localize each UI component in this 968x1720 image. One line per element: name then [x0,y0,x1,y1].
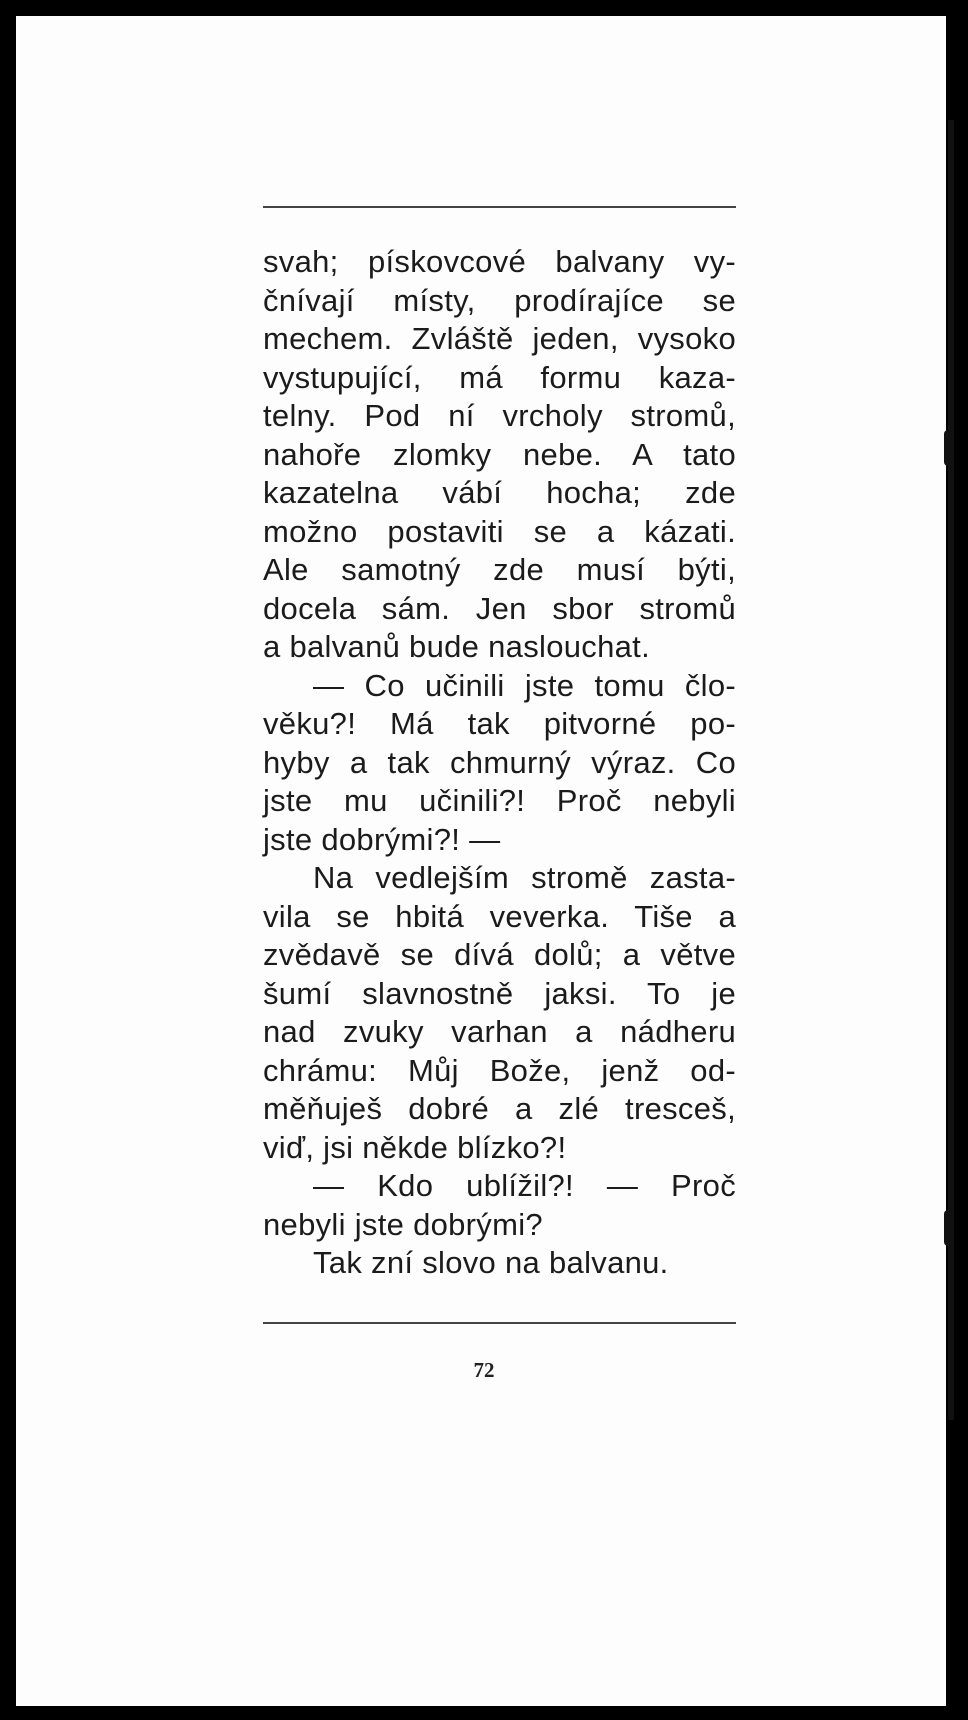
text-line: nad zvuky varhan a nádheru [263,1014,736,1049]
text-line: Na vedlejším stromě zasta- [313,860,736,895]
text-line: a balvanů bude naslouchat. [263,629,650,664]
text-line: nahoře zlomky nebe. A tato [263,436,736,472]
text-line: vila se hbitá veverka. Tiše a [263,898,736,934]
text-line: kazatelna vábí hocha; zde [263,475,736,510]
text-line: čnívají místy, prodírajíce se [263,282,736,318]
page-number: 72 [473,1358,495,1382]
text-line: hyby a tak chmurný výraz. Co [263,744,736,780]
text-line: mechem. Zvláště jeden, vysoko [263,321,736,356]
text-line: možno postaviti se a kázati. [263,513,736,549]
text-line: jste dobrými?! — [263,821,501,857]
text-line: telny. Pod ní vrcholy stromů, [263,398,736,433]
binding-notch [944,1210,954,1246]
top-rule [263,206,736,208]
text-line: svah; pískovcové balvany vy- [263,244,736,279]
text-line: Tak zní slovo na balvanu. [313,1245,669,1280]
text-line: chrámu: Můj Bože, jenž od- [263,1052,736,1088]
text-line: Ale samotný zde musí býti, [263,552,736,587]
text-line: měňuješ dobré a zlé tresceš, [263,1091,736,1126]
text-line: zvědavě se dívá dolů; a větve [263,937,736,972]
text-line: vystupující, má formu kaza- [263,359,736,395]
body-text [263,243,736,1283]
text-line: — Co učinili jste tomu člo- [313,667,736,703]
text-line: jste mu učinili?! Proč nebyli [263,783,736,818]
text-line: viď, jsi někde blízko?! [263,1129,567,1165]
bottom-rule [263,1322,736,1324]
text-line: věku?! Má tak pitvorné po- [263,706,736,741]
binding-notch [944,430,954,466]
text-line: nebyli jste dobrými? [263,1206,543,1242]
text-line: docela sám. Jen sbor stromů [263,590,736,626]
text-line: šumí slavnostně jaksi. To je [263,975,736,1011]
text-line: — Kdo ublížil?! — Proč [313,1168,736,1203]
